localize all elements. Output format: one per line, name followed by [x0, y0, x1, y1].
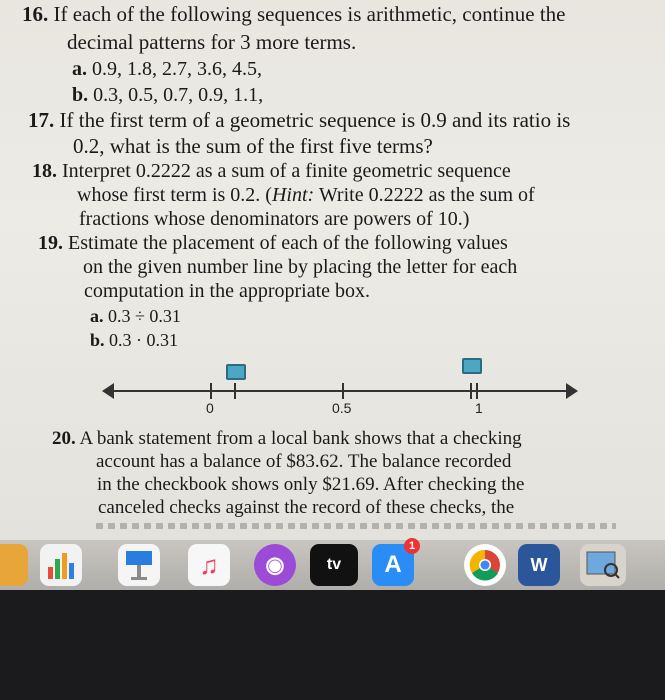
- problem-20-line3: in the checkbook shows only $21.69. After checking the: [97, 474, 525, 495]
- partial-app-icon[interactable]: [0, 544, 28, 586]
- notification-badge: 1: [404, 538, 420, 554]
- problem-16-line1: [22, 2, 566, 27]
- word-label: W: [530, 554, 548, 575]
- part-text: 0.3 ÷ 0.31: [108, 306, 181, 326]
- problem-number: 17.: [28, 108, 55, 132]
- number-line: [110, 390, 572, 392]
- problem-16-part-a: [72, 58, 262, 81]
- problem-19-part-b: [90, 330, 178, 351]
- word-icon[interactable]: [518, 544, 560, 586]
- music-icon[interactable]: [188, 544, 230, 586]
- problem-text: whose first term is 0.2. (: [77, 184, 272, 206]
- problem-19-part-a: [90, 306, 181, 327]
- tick-label-0-5: 0.5: [332, 400, 352, 416]
- problem-text: Interpret 0.2222 as a sum of a finite geometric sequence: [62, 160, 511, 182]
- hint-label: Hint:: [271, 184, 315, 206]
- broadcast-icon: ◉: [265, 552, 285, 577]
- part-label: b.: [90, 330, 105, 350]
- problem-16-line2: decimal patterns for 3 more terms.: [67, 30, 357, 54]
- answer-box-b[interactable]: [462, 358, 482, 374]
- bar-chart-icon: [45, 551, 77, 579]
- tick: [476, 383, 478, 399]
- part-label: a.: [90, 306, 104, 326]
- tick-0-5: [342, 383, 344, 399]
- preview-icon[interactable]: [580, 544, 626, 586]
- app-store-a-icon: A: [384, 551, 402, 578]
- problem-number: 16.: [22, 2, 49, 26]
- problem-text: A bank statement from a local bank shows that a checking: [79, 428, 522, 449]
- tick-label-0: 0: [206, 400, 214, 416]
- tv-label: tv: [326, 556, 342, 573]
- problem-text: If each of the following sequences is arithmetic, continue the: [53, 2, 566, 26]
- tick-0: [210, 383, 212, 399]
- problem-number: 19.: [38, 232, 63, 254]
- problem-text: Write 0.2222 as the sum of: [314, 184, 535, 206]
- problem-number: 20.: [52, 428, 76, 449]
- app-store-icon[interactable]: [372, 540, 416, 586]
- problem-number: 18.: [32, 160, 57, 182]
- part-text: 0.3, 0.5, 0.7, 0.9, 1.1,: [93, 84, 264, 106]
- part-label: a.: [72, 58, 87, 80]
- tick-label-1: 1: [475, 400, 483, 416]
- photo-magnifier-icon: [585, 550, 621, 580]
- part-text: 0.3 · 0.31: [109, 330, 179, 350]
- problem-18-line3: fractions whose denominators are powers of 10.): [79, 208, 470, 230]
- answer-box-a[interactable]: [226, 364, 246, 380]
- podium-icon: [124, 549, 154, 581]
- laptop-bezel: [0, 590, 665, 700]
- problem-17-line1: [28, 108, 570, 133]
- tv-app-icon[interactable]: [310, 544, 358, 586]
- dock: [0, 540, 665, 590]
- chrome-icon[interactable]: [464, 544, 506, 586]
- problem-20-line1: [52, 428, 522, 450]
- music-note-icon: ♫: [199, 549, 219, 580]
- problem-19-line1: [38, 232, 508, 255]
- keynote-icon[interactable]: [118, 544, 160, 586]
- problem-17-line2: 0.2, what is the sum of the first five terms?: [73, 134, 433, 158]
- problem-19-line2: on the given number line by placing the letter for each: [83, 256, 518, 278]
- problem-16-part-b: [72, 84, 263, 107]
- tick-1: [470, 383, 472, 399]
- problem-19-line3: computation in the appropriate box.: [84, 280, 371, 302]
- problem-20-line4: canceled checks against the record of these checks, the: [98, 497, 515, 518]
- problem-20-line2: account has a balance of $83.62. The balance recorded: [96, 451, 512, 472]
- chrome-logo-icon: [469, 549, 501, 581]
- numbers-icon[interactable]: [40, 544, 82, 586]
- part-label: b.: [72, 84, 89, 106]
- problem-18-line2: [77, 184, 535, 207]
- problem-text: If the first term of a geometric sequence is 0.9 and its ratio is: [59, 108, 571, 132]
- number-line-right-arrow: [566, 383, 578, 399]
- podcasts-icon[interactable]: [254, 544, 296, 586]
- problem-18-line1: [32, 160, 511, 183]
- cut-off-text: [96, 523, 616, 529]
- problem-text: Estimate the placement of each of the following values: [68, 232, 508, 254]
- tick: [234, 383, 236, 399]
- part-text: 0.9, 1.8, 2.7, 3.6, 4.5,: [92, 58, 262, 80]
